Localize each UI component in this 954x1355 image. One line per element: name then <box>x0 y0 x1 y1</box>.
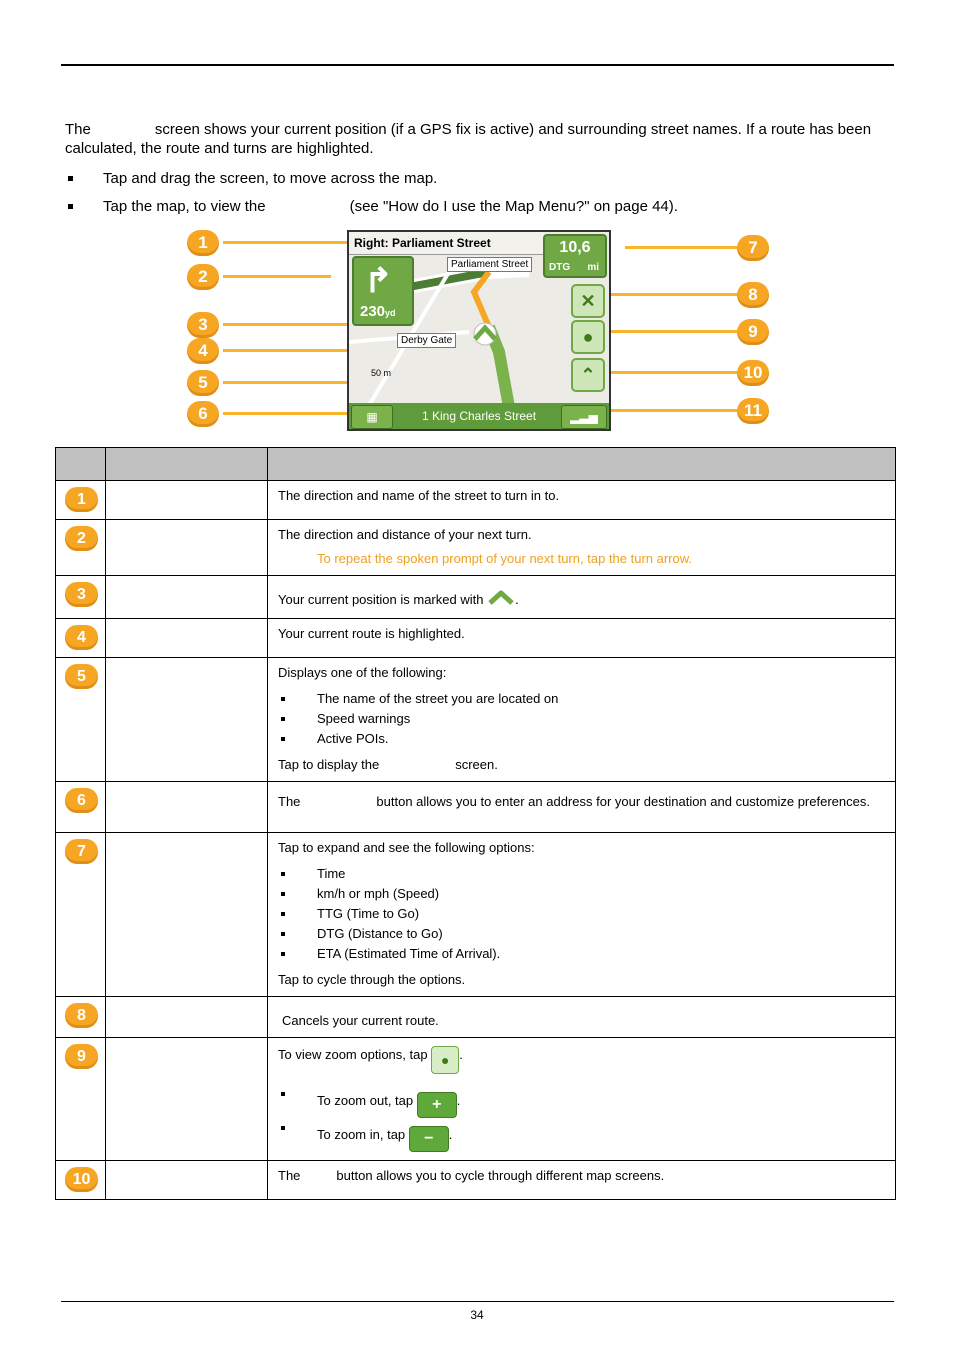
position-arrow-icon <box>487 590 515 606</box>
row-number-badge: 7 <box>65 839 98 864</box>
poi-label: Derby Gate <box>397 333 456 348</box>
leader-line <box>223 275 331 278</box>
list-item: TTG (Time to Go) <box>278 904 885 924</box>
table-row: 7 Tap to expand and see the following options: Time km/h or mph (Speed) TTG (Time to Go) DTG (Distance to Go) ETA (Estimated Time of Arrival). Tap to cycle through the options. <box>56 833 896 997</box>
zoom-icon: ● <box>431 1046 459 1074</box>
callout-4: 4 <box>187 338 219 364</box>
zoom-button[interactable] <box>571 320 605 354</box>
status-bar <box>349 403 609 429</box>
tip-note: To repeat the spoken prompt of your next turn, tap the turn arrow. <box>317 551 693 566</box>
row-description: The direction and distance of your next turn. <box>278 527 532 542</box>
close-icon: ✕ <box>580 290 596 311</box>
current-street[interactable]: 1 King Charles Street <box>421 409 537 423</box>
top-rule <box>61 64 894 66</box>
map-scale: 50 m <box>371 368 392 378</box>
row-description: Your current route is highlighted. <box>278 626 465 641</box>
next-street-bar: Right: Parliament Street <box>349 232 544 255</box>
turn-right-icon: ↱ <box>364 262 393 300</box>
device-screen <box>347 230 611 431</box>
list-item: To zoom in, tap − . <box>278 1118 885 1152</box>
zoom-icon: ● <box>582 326 594 347</box>
leader-line <box>625 246 737 249</box>
table-row <box>56 997 896 1038</box>
callout-3: 3 <box>187 312 219 338</box>
row-number-badge: 2 <box>65 526 98 551</box>
callout-5: 5 <box>187 370 219 396</box>
cancel-route-button[interactable] <box>571 284 605 318</box>
legend-table <box>55 447 896 1200</box>
row-description: Displays one of the following: <box>278 665 447 680</box>
leader-line <box>223 412 353 415</box>
list-item: Speed warnings <box>278 709 885 729</box>
street-label: Parliament Street <box>447 257 532 272</box>
table-row: 6 The button allows you to enter an address for your destination and customize preferences. <box>56 782 896 833</box>
callout-9: 9 <box>737 319 769 345</box>
menu-button[interactable] <box>351 405 393 429</box>
leader-line <box>605 293 737 296</box>
callout-11: 11 <box>737 398 769 424</box>
page-number: 34 <box>470 1308 484 1322</box>
table-header <box>56 448 896 481</box>
row-number-badge: 6 <box>65 788 98 813</box>
list-item: To zoom out, tap + . <box>278 1084 885 1118</box>
list-item: DTG (Distance to Go) <box>278 924 885 944</box>
signal-icon: ▂▃▅ <box>570 410 598 424</box>
table-row: 3 Your current position is marked with . <box>56 576 896 619</box>
leader-line <box>605 371 737 374</box>
table-row: 5 Displays one of the following: The name of the street you are located on Speed warnings Active POIs. Tap to display the screen. <box>56 658 896 782</box>
row-number-badge: 3 <box>65 582 98 607</box>
zoom-out-icon: + <box>417 1092 457 1118</box>
callout-10: 10 <box>737 360 769 386</box>
callout-2: 2 <box>187 264 219 290</box>
list-item: Time <box>278 864 885 884</box>
list-item: The name of the street you are located on <box>278 689 885 709</box>
row-description: Cancels your current route. <box>282 1013 439 1028</box>
intro-paragraph: The screen shows your current position (if a GPS fix is active) and surrounding street names. If a route has been calculated, the route and turns are highlighted. <box>65 121 872 157</box>
leader-line <box>223 241 353 244</box>
list-item: Active POIs. <box>278 729 885 749</box>
table-row <box>56 619 896 658</box>
row-number-badge: 4 <box>65 625 98 650</box>
table-row <box>56 481 896 520</box>
row-number-badge: 5 <box>65 664 98 689</box>
row-number-badge: 8 <box>65 1003 98 1028</box>
row-number-badge: 9 <box>65 1044 98 1069</box>
leader-line <box>610 409 737 412</box>
list-item: km/h or mph (Speed) <box>278 884 885 904</box>
turn-arrow-button[interactable]: ↱ 230yd <box>352 256 414 326</box>
table-row: 10 The button allows you to cycle through different map screens. <box>56 1161 896 1200</box>
map-screen-figure <box>185 226 775 432</box>
bottom-rule <box>61 1301 894 1302</box>
table-row <box>56 520 896 576</box>
row-description: Tap to expand and see the following options: <box>278 840 535 855</box>
view-icon: ⌃ <box>580 364 596 385</box>
leader-line <box>605 330 737 333</box>
row-description: Your current position is marked with <box>278 592 484 607</box>
callout-1: 1 <box>187 230 219 256</box>
callout-7: 7 <box>737 235 769 261</box>
list-item: ETA (Estimated Time of Arrival). <box>278 944 885 964</box>
callout-6: 6 <box>187 401 219 427</box>
zoom-in-icon: − <box>409 1126 449 1152</box>
row-number-badge: 10 <box>65 1167 98 1192</box>
row-number-badge: 1 <box>65 487 98 512</box>
view-button[interactable] <box>571 358 605 392</box>
table-row: 9 To view zoom options, tap ● . To zoom out, tap + . To zoom in, tap − . <box>56 1038 896 1161</box>
callout-8: 8 <box>737 282 769 308</box>
row-description: The direction and name of the street to turn in to. <box>278 488 560 503</box>
keyboard-icon: ▦ <box>366 410 378 424</box>
gps-signal-button[interactable] <box>561 405 607 429</box>
dtg-button[interactable]: 10,6 DTG mi <box>543 234 607 278</box>
